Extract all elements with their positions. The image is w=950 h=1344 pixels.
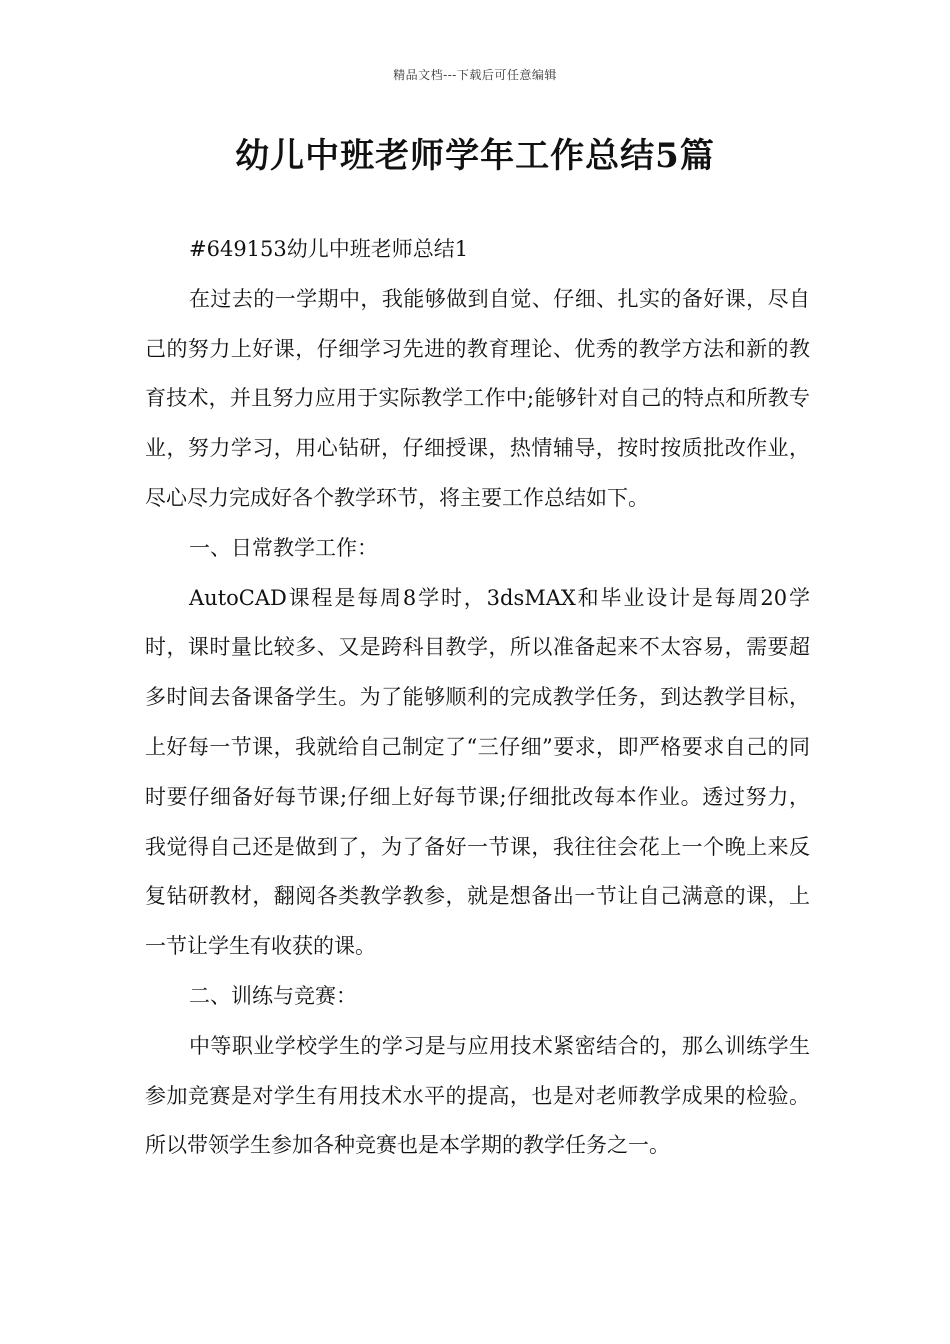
document-body [145, 225, 810, 1171]
paragraph: 在过去的一学期中，我能够做到自觉、仔细、扎实的备好课，尽自己的努力上好课，仔细学习先进的教育理论、优秀的教学方法和新的教育技术，并且努力应用于实际教学工作中;能够针对自己的特点和所教专业，努力学习，用心钻研，仔细授课，热情辅导，按时按质批改作业，尽心尽力完成好各个教学环节，将主要工作总结如下。 [145, 286, 810, 510]
header-note: 精品文档---下载后可任意编辑 [393, 68, 557, 82]
subsection-heading: 一、日常教学工作： [189, 535, 378, 560]
document-title: 幼儿中班老师学年工作总结5篇 [235, 136, 715, 176]
paragraph: AutoCAD课程是每周8学时，3dsMAX和毕业设计是每周20学时，课时量比较多、又是跨科目教学，所以准备起来不太容易，需要超多时间去备课备学生。为了能够顺利的完成教学任务，到达教学目标，上好每一节课，我就给自己制定了“三仔细”要求，即严格要求自己的同时要仔细备好每节课;仔细上好每节课;仔细批改每本作业。透过努力，我觉得自己还是做到了，为了备好一节课，我往往会花上一个晚上来反复钻研教材，翻阅各类教学教参，就是想备出一节让自己满意的课，上一节让学生有收获的课。 [145, 585, 810, 959]
paragraph: 中等职业学校学生的学习是与应用技术紧密结合的，那么训练学生参加竞赛是对学生有用技术水平的提高，也是对老师教学成果的检验。所以带领学生参加各种竞赛也是本学期的教学任务之一。 [145, 1033, 810, 1158]
subsection-heading: 二、训练与竞赛： [189, 983, 357, 1008]
section-heading: #649153幼儿中班老师总结1 [189, 237, 469, 261]
